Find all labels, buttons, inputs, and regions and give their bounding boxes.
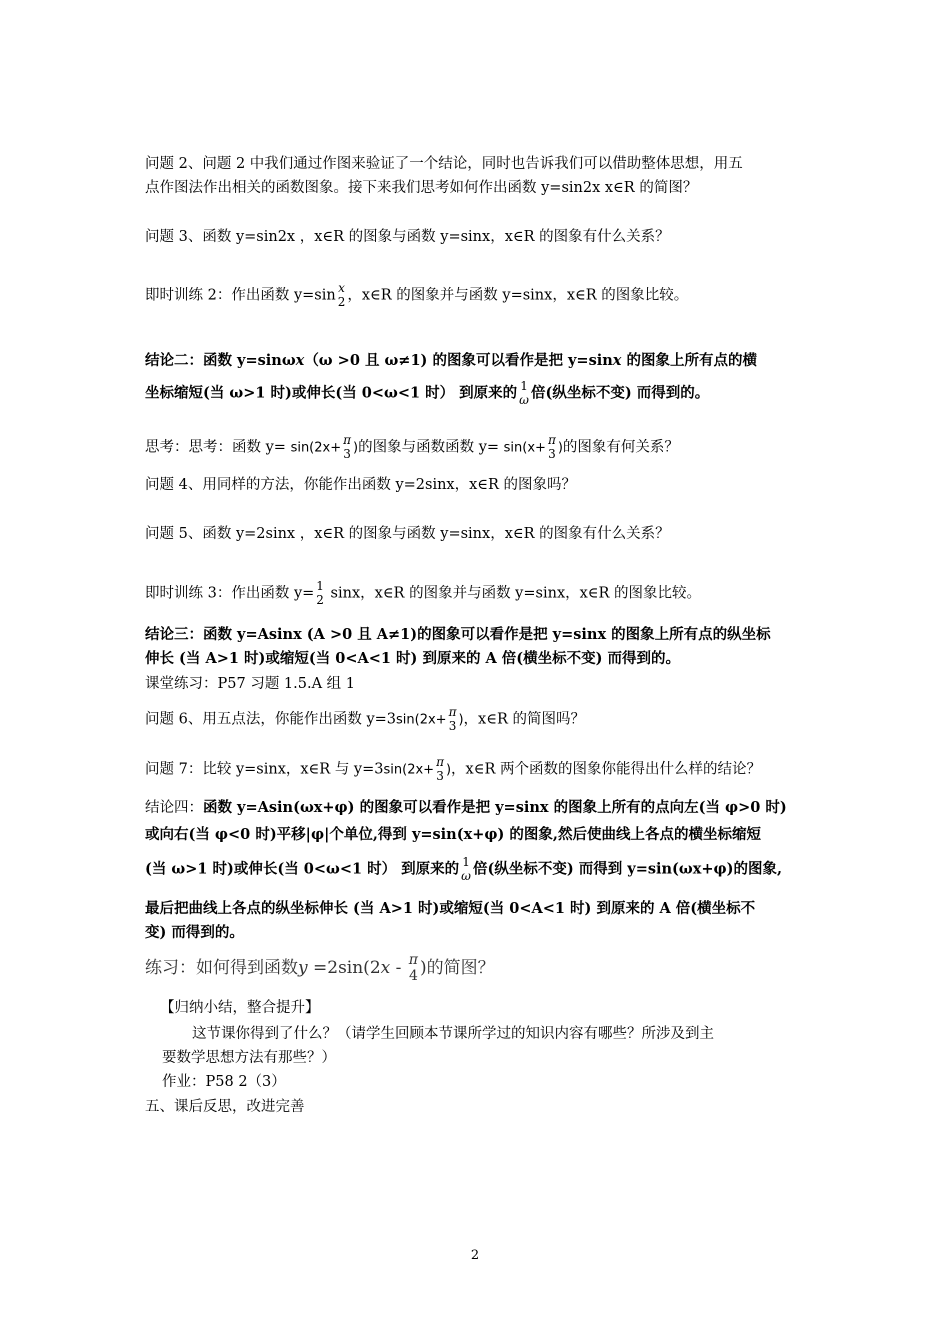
fraction-1-over-omega: 1 ω <box>461 855 471 883</box>
conclusion-2-line-1: 结论二：函数 y=sinωx（ω >0 且 ω≠1) 的图象可以看作是把 y=sinx 的图象上所有点的横 <box>145 352 758 369</box>
question-7: 问题 7：比较 y=sinx，x∈R 与 y=3sin(2x+ π 3 )，x∈R 两个函数的图象你能得出什么样的结论？ <box>145 755 761 783</box>
classwork: 课堂练习：P57 习题 1.5.A 组 1 <box>145 676 356 692</box>
conclusion-4-line-1: 结论四：函数 y=Asin(ωx+φ) 的图象可以看作是把 y=sinx 的图象上所有的点向左(当 φ>0 时) <box>145 799 787 816</box>
fraction-pi-over-3: π 3 <box>448 705 457 733</box>
drill-3: 即时训练 3：作出函数 y= 1 2 sinx，x∈R 的图象并与函数 y=sinx，x∈R 的图象比较。 <box>145 579 702 607</box>
page-number: 2 <box>470 1248 480 1263</box>
question-4: 问题 4、用同样的方法，你能作出函数 y=2sinx，x∈R 的图象吗？ <box>145 477 577 493</box>
summary-line-2: 要数学思想方法有那些？） <box>162 1050 336 1066</box>
fraction-pi-over-4: π 4 <box>408 952 418 984</box>
homework: 作业：P58 2（3） <box>162 1074 286 1090</box>
summary-line-1: 这节课你得到了什么？（请学生回顾本节课所学过的知识内容有哪些？所涉及到主 <box>192 1026 714 1042</box>
conclusion-4-line-3: (当 ω>1 时)或伸长(当 0<ω<1 时） 到原来的 1 ω 倍(纵坐标不变) 而得到 y=sin(ωx+φ)的图象, <box>145 855 783 883</box>
conclusion-4-line-5: 变) 而得到的。 <box>145 924 244 941</box>
question-2-line-1: 问题 2、问题 2 中我们通过作图来验证了一个结论，同时也告诉我们可以借助整体思想，用五 <box>145 156 743 172</box>
fraction-pi-over-3: π 3 <box>547 433 556 461</box>
question-6: 问题 6、用五点法，你能作出函数 y=3sin(2x+ π 3 )，x∈R 的简图吗？ <box>145 705 585 733</box>
fraction-1-over-omega: 1 ω <box>519 379 529 407</box>
conclusion-4-line-4: 最后把曲线上各点的纵坐标伸长 (当 A>1 时)或缩短(当 0<A<1 时) 到原来的 A 倍(横坐标不 <box>145 900 756 917</box>
conclusion-3-line-2: 伸长 (当 A>1 时)或缩短(当 0<A<1 时) 到原来的 A 倍(横坐标不变) 而得到的。 <box>145 650 681 667</box>
summary-title: 【归纳小结，整合提升】 <box>160 1000 320 1016</box>
question-5: 问题 5、函数 y=2sinx ，x∈R 的图象与函数 y=sinx，x∈R 的图象有什么关系？ <box>145 526 670 542</box>
conclusion-4-line-2: 或向右(当 φ<0 时)平移|φ|个单位,得到 y=sin(x+φ) 的图象,然后使曲线上各点的横坐标缩短 <box>145 826 761 843</box>
question-3: 问题 3、函数 y=sin2x ，x∈R 的图象与函数 y=sinx，x∈R 的图象有什么关系？ <box>145 229 670 245</box>
fraction-x-over-2: x 2 <box>337 281 346 309</box>
conclusion-3-line-1: 结论三：函数 y=Asinx (A >0 且 A≠1)的图象可以看作是把 y=sinx 的图象上所有点的纵坐标 <box>145 626 771 643</box>
conclusion-2-line-2: 坐标缩短(当 ω>1 时)或伸长(当 0<ω<1 时） 到原来的 1 ω 倍(纵坐标不变) 而得到的。 <box>145 379 710 407</box>
fraction-pi-over-3: π 3 <box>436 755 444 783</box>
think-question: 思考：思考：函数 y= sin(2x+ π 3 )的图象与函数函数 y= sin(x+ π 3 )的图象有何关系？ <box>145 433 679 461</box>
section-five-heading: 五、课后反思，改进完善 <box>145 1099 305 1115</box>
practice-exercise: 练习：如何得到函数y =2sin(2x - π 4 )的简图？ <box>145 952 495 984</box>
fraction-1-over-2: 1 2 <box>316 579 324 607</box>
question-2-line-2: 点作图法作出相关的函数图象。接下来我们思考如何作出函数 y=sin2x x∈R 的简图？ <box>145 180 698 196</box>
fraction-pi-over-3: π 3 <box>343 433 352 461</box>
drill-2: 即时训练 2：作出函数 y=sin x 2 ，x∈R 的图象并与函数 y=sinx，x∈R 的图象比较。 <box>145 281 689 309</box>
